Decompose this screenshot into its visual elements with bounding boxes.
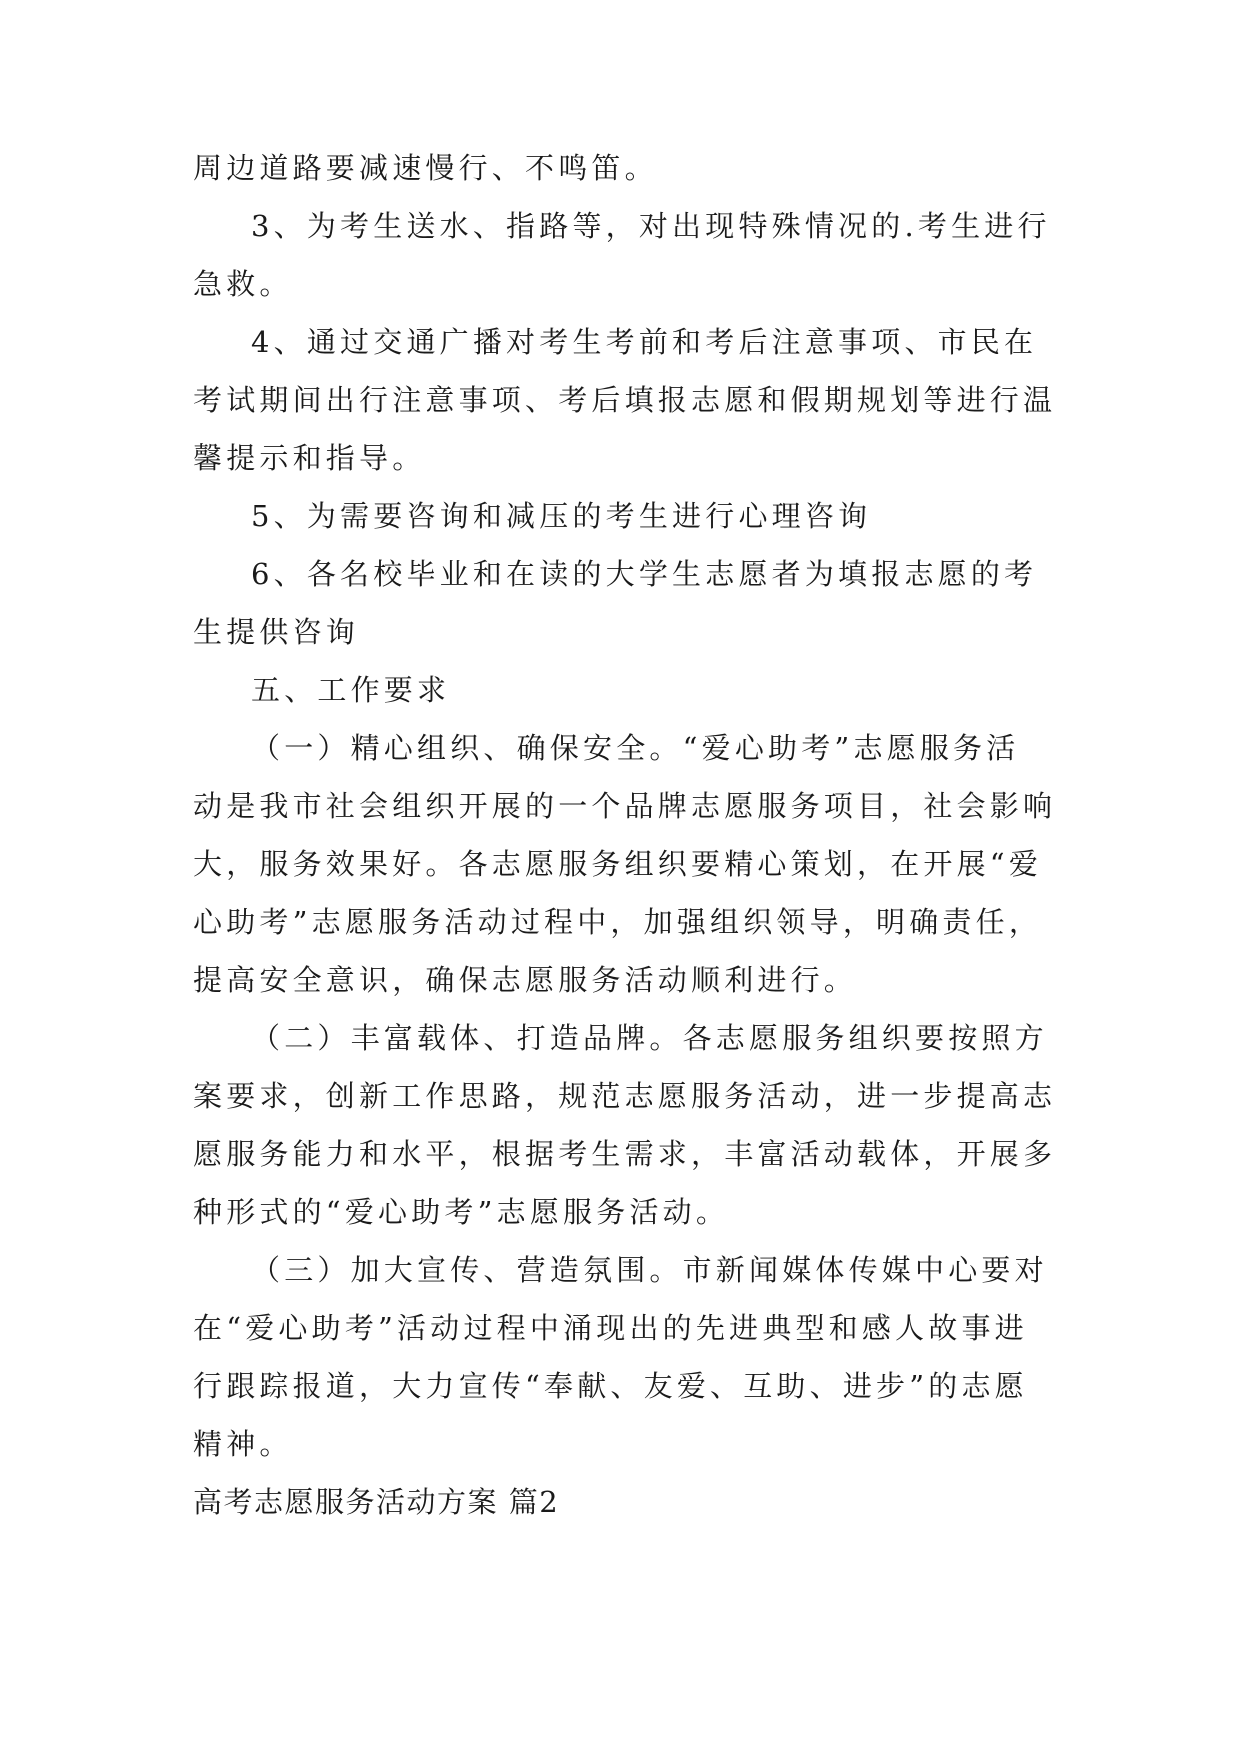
text-line: 急救。 bbox=[193, 267, 293, 301]
text-line: 6、各名校毕业和在读的大学生志愿者为填报志愿的考 bbox=[251, 557, 1038, 591]
text-line: （一）精心组织、确保安全。“爱心助考”志愿服务活 bbox=[251, 731, 1020, 765]
text-line: 在“爱心助考”活动过程中涌现出的先进典型和感人故事进 bbox=[193, 1311, 1028, 1345]
text-line: 种形式的“爱心助考”志愿服务活动。 bbox=[193, 1195, 730, 1229]
text-line: 考试期间出行注意事项、考后填报志愿和假期规划等进行温 bbox=[193, 383, 1057, 417]
text-line: 提高安全意识，确保志愿服务活动顺利进行。 bbox=[193, 963, 858, 997]
text-line: 周边道路要减速慢行、不鸣笛。 bbox=[193, 151, 658, 185]
text-line: 馨提示和指导。 bbox=[193, 441, 426, 475]
text-line: 大，服务效果好。各志愿服务组织要精心策划，在开展“爱 bbox=[193, 847, 1043, 881]
body-text bbox=[193, 139, 1057, 1531]
text-line: 案要求，创新工作思路，规范志愿服务活动，进一步提高志 bbox=[193, 1079, 1057, 1113]
text-line: 3、为考生送水、指路等，对出现特殊情况的.考生进行 bbox=[251, 209, 1051, 243]
text-line: （三）加大宣传、营造氛围。市新闻媒体传媒中心要对 bbox=[251, 1253, 1048, 1287]
text-line: 生提供咨询 bbox=[193, 615, 360, 649]
text-line: 动是我市社会组织开展的一个品牌志愿服务项目，社会影响 bbox=[193, 789, 1057, 823]
section-title: 高考志愿服务活动方案 篇2 bbox=[193, 1485, 560, 1519]
section-heading: 五、工作要求 bbox=[251, 673, 451, 707]
text-line: 愿服务能力和水平，根据考生需求，丰富活动载体，开展多 bbox=[193, 1137, 1057, 1171]
text-line: 精神。 bbox=[193, 1427, 293, 1461]
text-line: （二）丰富载体、打造品牌。各志愿服务组织要按照方 bbox=[251, 1021, 1048, 1055]
text-line: 4、通过交通广播对考生考前和考后注意事项、市民在 bbox=[251, 325, 1038, 359]
text-line: 心助考”志愿服务活动过程中，加强组织领导，明确责任， bbox=[193, 905, 1043, 939]
text-line: 行跟踪报道，大力宣传“奉献、友爱、互助、进步”的志愿 bbox=[193, 1369, 1028, 1403]
text-line: 5、为需要咨询和减压的考生进行心理咨询 bbox=[251, 499, 872, 533]
